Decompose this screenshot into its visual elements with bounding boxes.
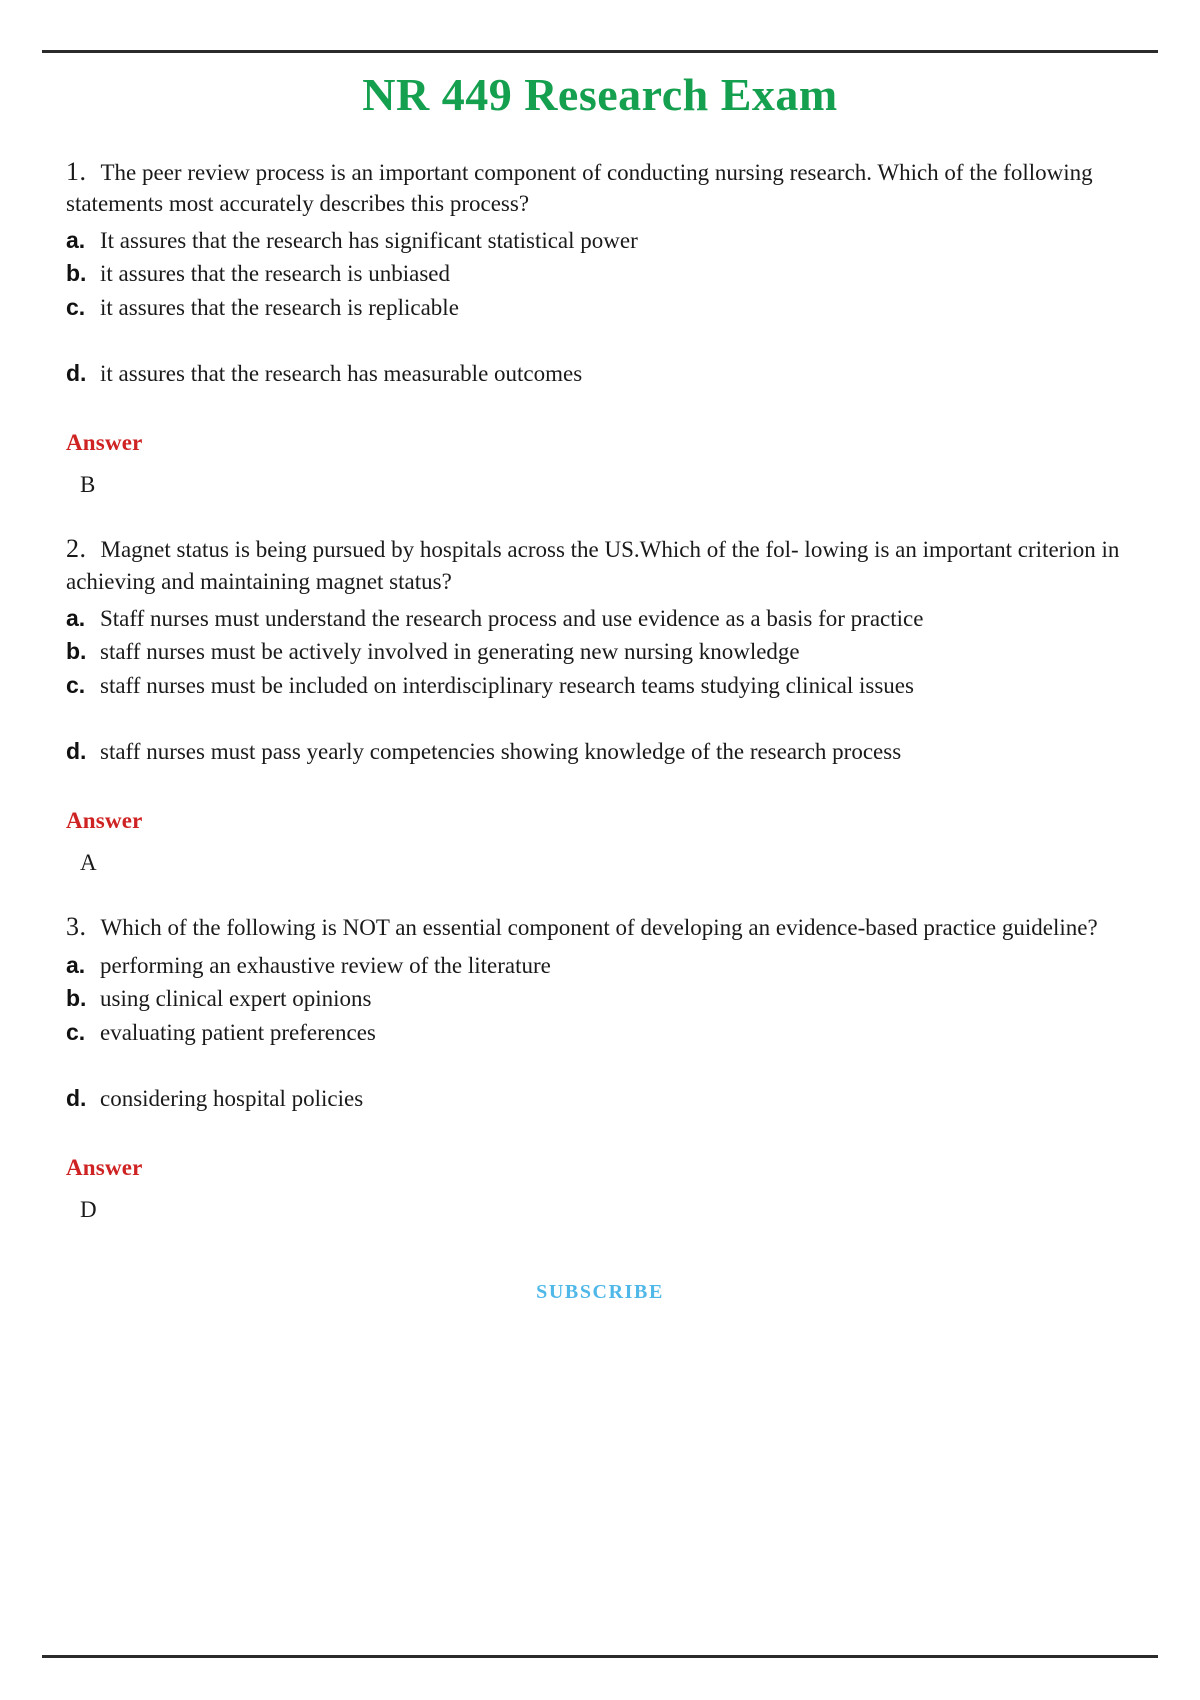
- option-letter: d.: [66, 737, 87, 764]
- option-1-a[interactable]: [66, 224, 1134, 258]
- option-3-a[interactable]: [66, 949, 1134, 983]
- question-number-2: 2.: [66, 534, 87, 564]
- option-letter: c.: [66, 1019, 86, 1046]
- question-number-3: 3.: [66, 912, 87, 942]
- question-body-1: The peer review process is an important component of conducting nursing research. Which of the following statements most accurately describes this process?: [66, 159, 1093, 217]
- option-1-b[interactable]: [66, 257, 1134, 291]
- options-list-3: [66, 949, 1134, 1116]
- option-letter: a.: [66, 226, 86, 253]
- option-3-b[interactable]: [66, 982, 1134, 1016]
- options-list-1: [66, 224, 1134, 391]
- option-text: it assures that the research is replicable: [100, 295, 459, 321]
- option-letter: c.: [66, 294, 86, 321]
- option-text: it assures that the research has measurable outcomes: [100, 360, 583, 386]
- question-text-1: [66, 155, 1134, 220]
- option-letter: d.: [66, 359, 87, 386]
- question-body-2: Magnet status is being pursued by hospitals across the US.Which of the fol- lowing is an important criterion in achieving and maintaining magnet status?: [66, 537, 1120, 594]
- option-3-d[interactable]: [66, 1082, 1134, 1116]
- option-text: it assures that the research is unbiased: [100, 261, 450, 287]
- option-text: evaluating patient preferences: [100, 1020, 376, 1046]
- answer-label-3: Answer: [66, 1155, 143, 1181]
- option-2-d[interactable]: [66, 735, 1134, 769]
- subscribe-area: [66, 1281, 1134, 1304]
- document-content: [0, 56, 1200, 1640]
- option-1-d[interactable]: [66, 357, 1134, 391]
- option-2-a[interactable]: [66, 602, 1134, 636]
- header-divider: [42, 50, 1158, 53]
- option-letter: a.: [66, 604, 86, 631]
- subscribe-link[interactable]: SUBSCRIBE: [536, 1281, 664, 1304]
- option-text: It assures that the research has significant statistical power: [100, 227, 638, 253]
- option-text: using clinical expert opinions: [100, 986, 372, 1012]
- question-body-3: Which of the following is NOT an essential component of developing an evidence-based practice guideline?: [100, 915, 1098, 941]
- option-letter: b.: [66, 985, 87, 1012]
- option-text: staff nurses must be included on interdisciplinary research teams studying clinical issues: [100, 672, 914, 698]
- option-text: Staff nurses must understand the research process and use evidence as a basis for practice: [100, 605, 924, 631]
- option-2-c[interactable]: [66, 669, 1134, 703]
- question-text-2: [66, 532, 1134, 597]
- option-2-b[interactable]: [66, 635, 1134, 669]
- answer-label-1: Answer: [66, 430, 143, 456]
- option-text: performing an exhaustive review of the literature: [100, 952, 551, 978]
- options-list-2: [66, 602, 1134, 769]
- option-text: staff nurses must be actively involved in generating new nursing knowledge: [100, 639, 800, 665]
- option-letter: c.: [66, 671, 86, 698]
- question-block-1: [66, 155, 1134, 499]
- question-block-3: [66, 910, 1134, 1223]
- option-letter: a.: [66, 951, 86, 978]
- answer-value-1: B: [80, 472, 96, 498]
- option-letter: b.: [66, 260, 87, 287]
- option-3-c[interactable]: [66, 1016, 1134, 1050]
- option-1-c[interactable]: [66, 291, 1134, 325]
- answer-label-2: Answer: [66, 808, 143, 834]
- option-letter: b.: [66, 638, 87, 665]
- question-block-2: [66, 532, 1134, 876]
- option-text: considering hospital policies: [100, 1085, 364, 1111]
- footer-divider: [42, 1655, 1158, 1658]
- answer-value-2: A: [80, 850, 97, 876]
- answer-value-3: D: [80, 1197, 97, 1223]
- question-number-1: 1.: [66, 156, 87, 186]
- page-title: NR 449 Research Exam: [362, 69, 838, 120]
- option-text: staff nurses must pass yearly competencies showing knowledge of the research process: [100, 738, 902, 764]
- question-text-3: [66, 910, 1134, 945]
- option-letter: d.: [66, 1084, 87, 1111]
